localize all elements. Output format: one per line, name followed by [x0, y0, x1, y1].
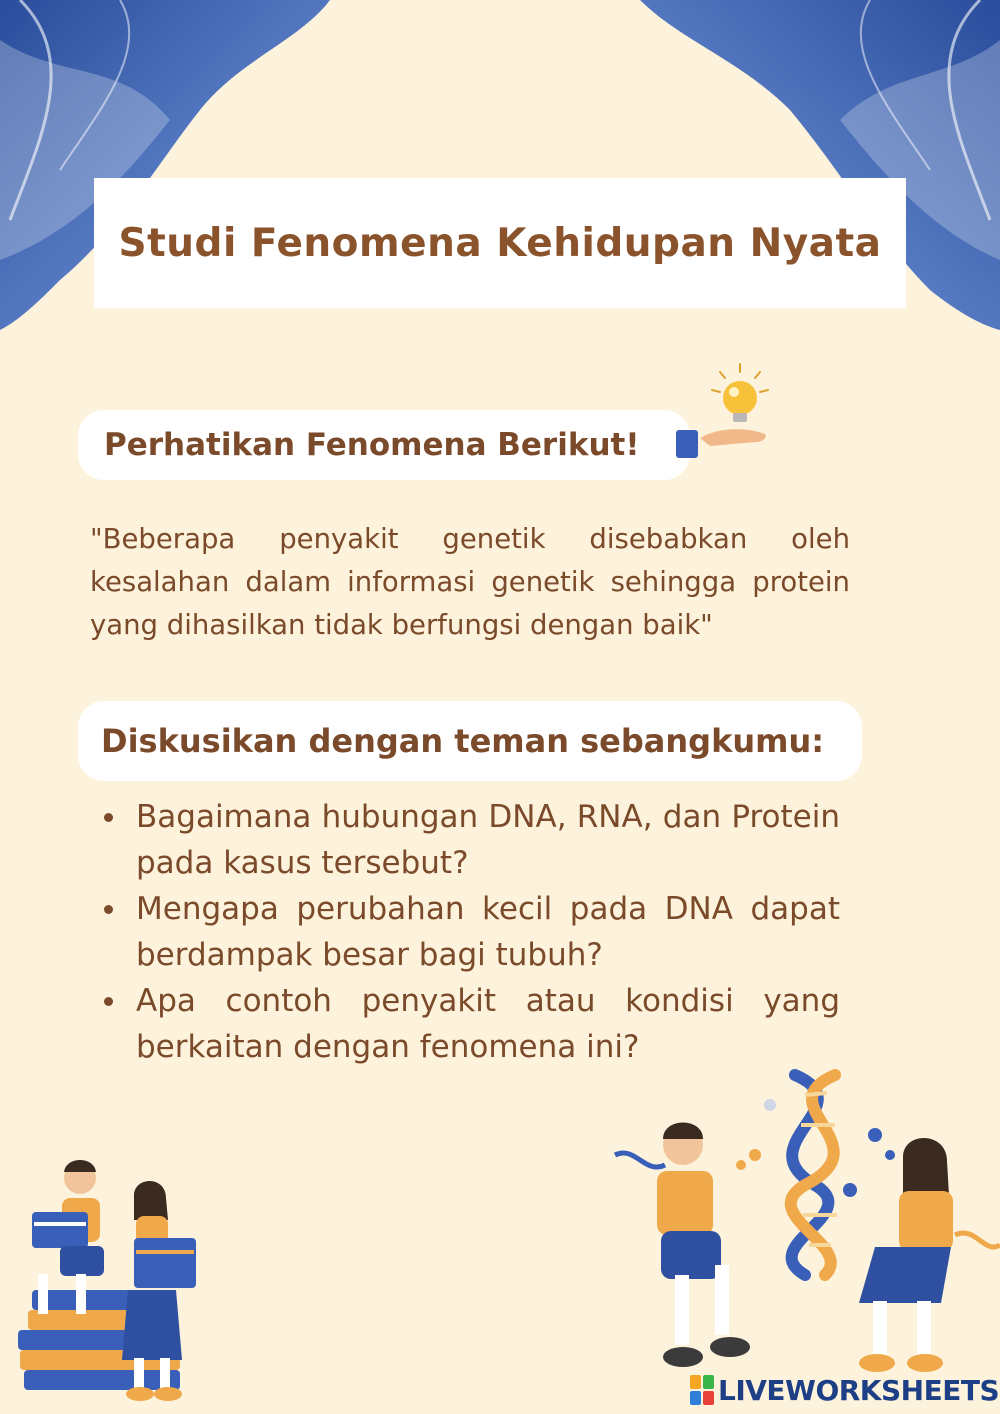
section-2-heading: Diskusikan dengan teman sebangkumu: [101, 722, 825, 760]
question-text: Mengapa perubahan kecil pada DNA dapat berdampak besar bagi tubuh? [136, 891, 840, 973]
lightbulb-hand-icon [670, 360, 780, 470]
list-item [100, 794, 840, 886]
section-heading-phenomenon [78, 410, 690, 480]
bullet-icon [104, 905, 113, 914]
phenomenon-quote: "Beberapa penyakit genetik disebabkan oleh kesalahan dalam informasi genetik sehingga protein yang dihasilkan tidak berfungsi dengan baik" [90, 523, 850, 641]
section-heading-discussion [78, 701, 862, 781]
bullet-icon [104, 997, 113, 1006]
discussion-question-list [100, 794, 840, 1070]
question-text: Bagaimana hubungan DNA, RNA, dan Protein pada kasus tersebut? [136, 799, 840, 881]
students-with-dna-illustration [605, 1065, 1000, 1385]
students-with-books-illustration [10, 1150, 210, 1405]
section-1-heading: Perhatikan Fenomena Berikut! [104, 427, 640, 463]
brand-name: LIVEWORKSHEETS [718, 1373, 1000, 1407]
bullet-icon [104, 813, 113, 822]
liveworksheets-brand [690, 1372, 999, 1408]
title-banner [94, 178, 906, 308]
liveworksheets-logo-icon [690, 1375, 714, 1405]
list-item [100, 978, 840, 1070]
list-item [100, 886, 840, 978]
question-text: Apa contoh penyakit atau kondisi yang berkaitan dengan fenomena ini? [136, 983, 840, 1065]
page-title: Studi Fenomena Kehidupan Nyata [118, 220, 882, 266]
